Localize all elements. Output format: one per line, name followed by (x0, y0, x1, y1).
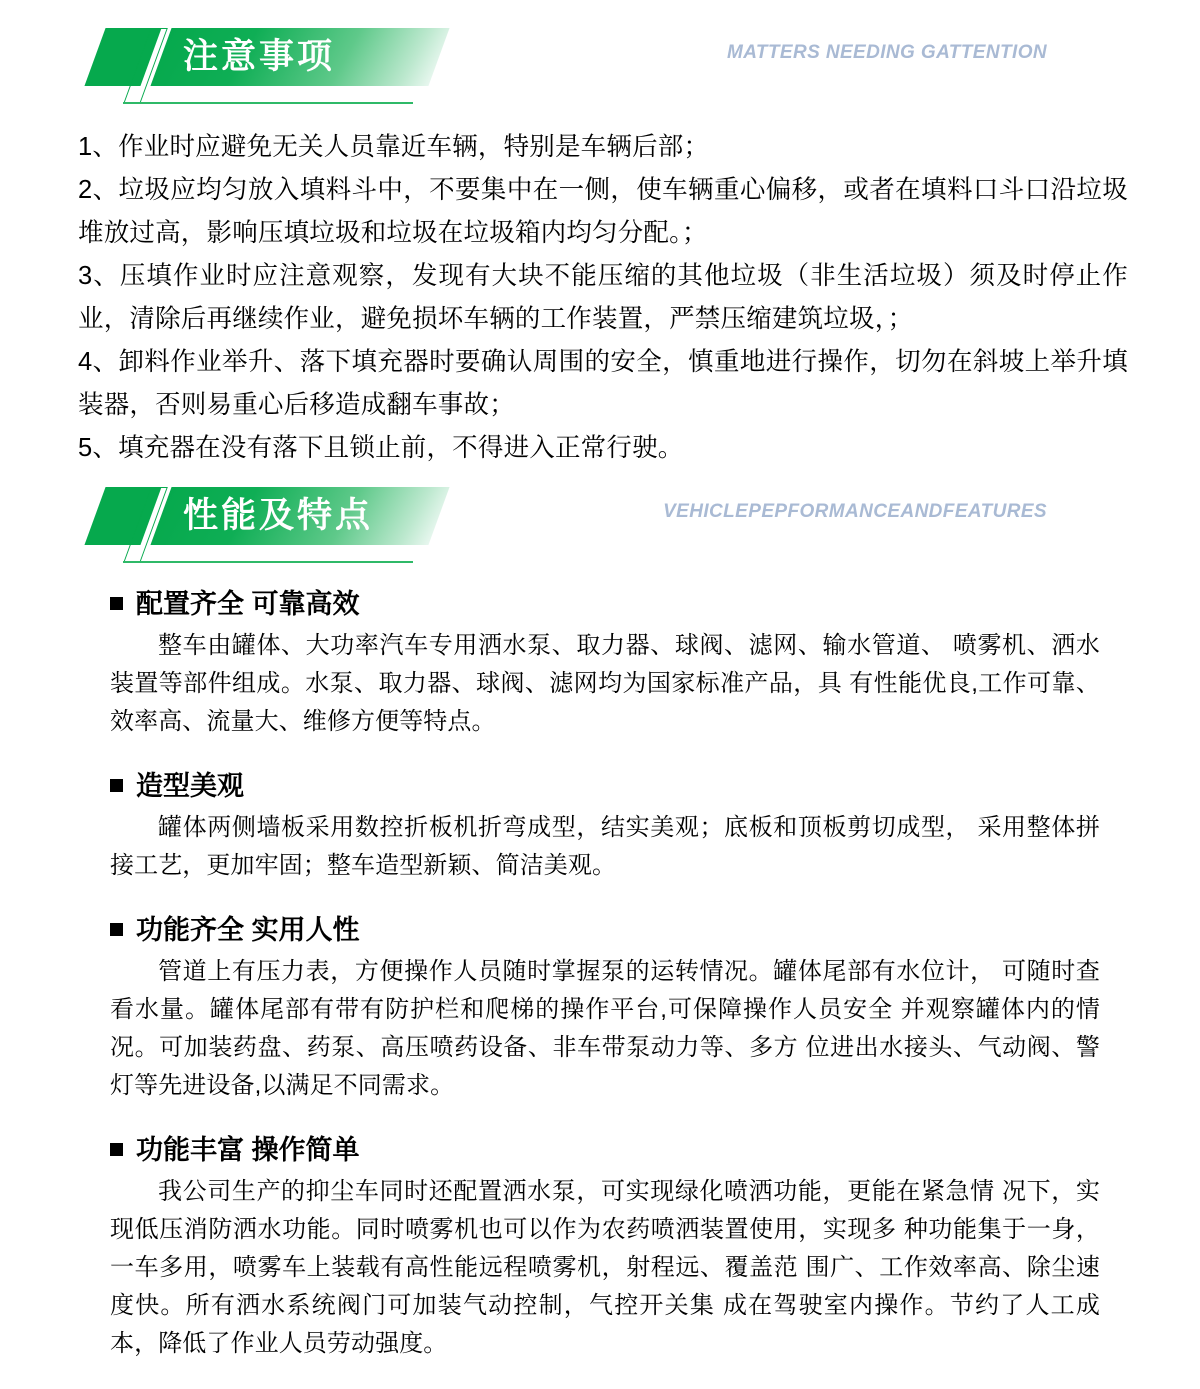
square-bullet-icon (110, 923, 123, 936)
feature-heading (110, 585, 1100, 623)
feature-heading (110, 1131, 1100, 1169)
notice-item: 2、垃圾应均匀放入填料斗中，不要集中在一侧，使车辆重心偏移，或者在填料口斗口沿垃圾堆放过高，影响压填垃圾和垃圾在垃圾箱内均匀分配。； (78, 176, 1128, 247)
feature-block (110, 767, 1100, 885)
banner-features (95, 487, 1125, 579)
banner-underline-rule (123, 102, 413, 104)
notice-banner-title: 注意事项 (183, 37, 336, 76)
feature-heading-label: 功能丰富 操作简单 (136, 1135, 360, 1165)
feature-heading (110, 911, 1100, 949)
notice-item: 1、作业时应避免无关人员靠近车辆，特别是车辆后部； (78, 133, 710, 161)
feature-text: 整车由罐体、大功率汽车专用洒水泵、取力器、球阀、滤网、输水管道、 喷雾机、洒水装置等部件组成。水泵、取力器、球阀、滤网均为国家标准产品，具 有性能优良,工作可靠、效率高、流量大、维修方便等特点。 (110, 632, 1100, 735)
feature-heading-label: 配置齐全 可靠高效 (136, 589, 360, 619)
notice-item: 3、压填作业时应注意观察，发现有大块不能压缩的其他垃圾（非生活垃圾）须及时停止作业，清除后再继续作业，避免损坏车辆的工作装置，严禁压缩建筑垃圾，； (78, 262, 1128, 333)
square-bullet-icon (110, 597, 123, 610)
banner-notice (95, 28, 1125, 120)
feature-heading (110, 767, 1100, 805)
feature-heading-label: 功能齐全 实用人性 (136, 915, 360, 945)
notice-section-banner (95, 28, 1125, 120)
features-body (110, 585, 1100, 1389)
feature-block (110, 585, 1100, 741)
notice-list (78, 126, 1128, 470)
square-bullet-icon (110, 779, 123, 792)
feature-text: 罐体两侧墙板采用数控折板机折弯成型，结实美观；底板和顶板剪切成型， 采用整体拼接工艺，更加牢固；整车造型新颖、简洁美观。 (110, 814, 1100, 879)
feature-text: 我公司生产的抑尘车同时还配置洒水泵，可实现绿化喷洒功能，更能在紧急情 况下，实现低压消防洒水功能。同时喷雾机也可以作为农药喷洒装置使用，实现多 种功能集于一身，一车多用，喷雾车上装载有高性能远程喷雾机，射程远、覆盖范 围广、工作效率高、除尘速度快。所有洒水系统阀门可加装气动控制，气控开关集 成在驾驶室内操作。节约了人工成本，降低了作业人员劳动强度。 (110, 1178, 1100, 1357)
banner-underline-rule (123, 561, 413, 563)
feature-text: 管道上有压力表，方便操作人员随时掌握泵的运转情况。罐体尾部有水位计， 可随时查看水量。罐体尾部有带有防护栏和爬梯的操作平台,可保障操作人员安全 并观察罐体内的情况。可加装药盘、药泵、高压喷药设备、非车带泵动力等、多方 位进出水接头、气动阀、警灯等先进设备,以满足不同需求。 (110, 958, 1100, 1099)
features-banner-title: 性能及特点 (183, 496, 374, 535)
notice-banner-english-label: MATTERS NEEDING GATTENTION (726, 42, 1047, 63)
notice-item: 5、填充器在没有落下且锁止前，不得进入正常行驶。 (78, 434, 684, 462)
features-section-banner (95, 487, 1125, 579)
notice-item: 4、卸料作业举升、落下填充器时要确认周围的安全，慎重地进行操作，切勿在斜坡上举升填装器，否则易重心后移造成翻车事故； (78, 348, 1128, 419)
feature-block (110, 911, 1100, 1105)
feature-block (110, 1131, 1100, 1363)
feature-heading-label: 造型美观 (136, 771, 244, 801)
features-banner-english-label: VEHICLEPEPFORMANCEANDFEATURES (663, 501, 1047, 522)
square-bullet-icon (110, 1143, 123, 1156)
